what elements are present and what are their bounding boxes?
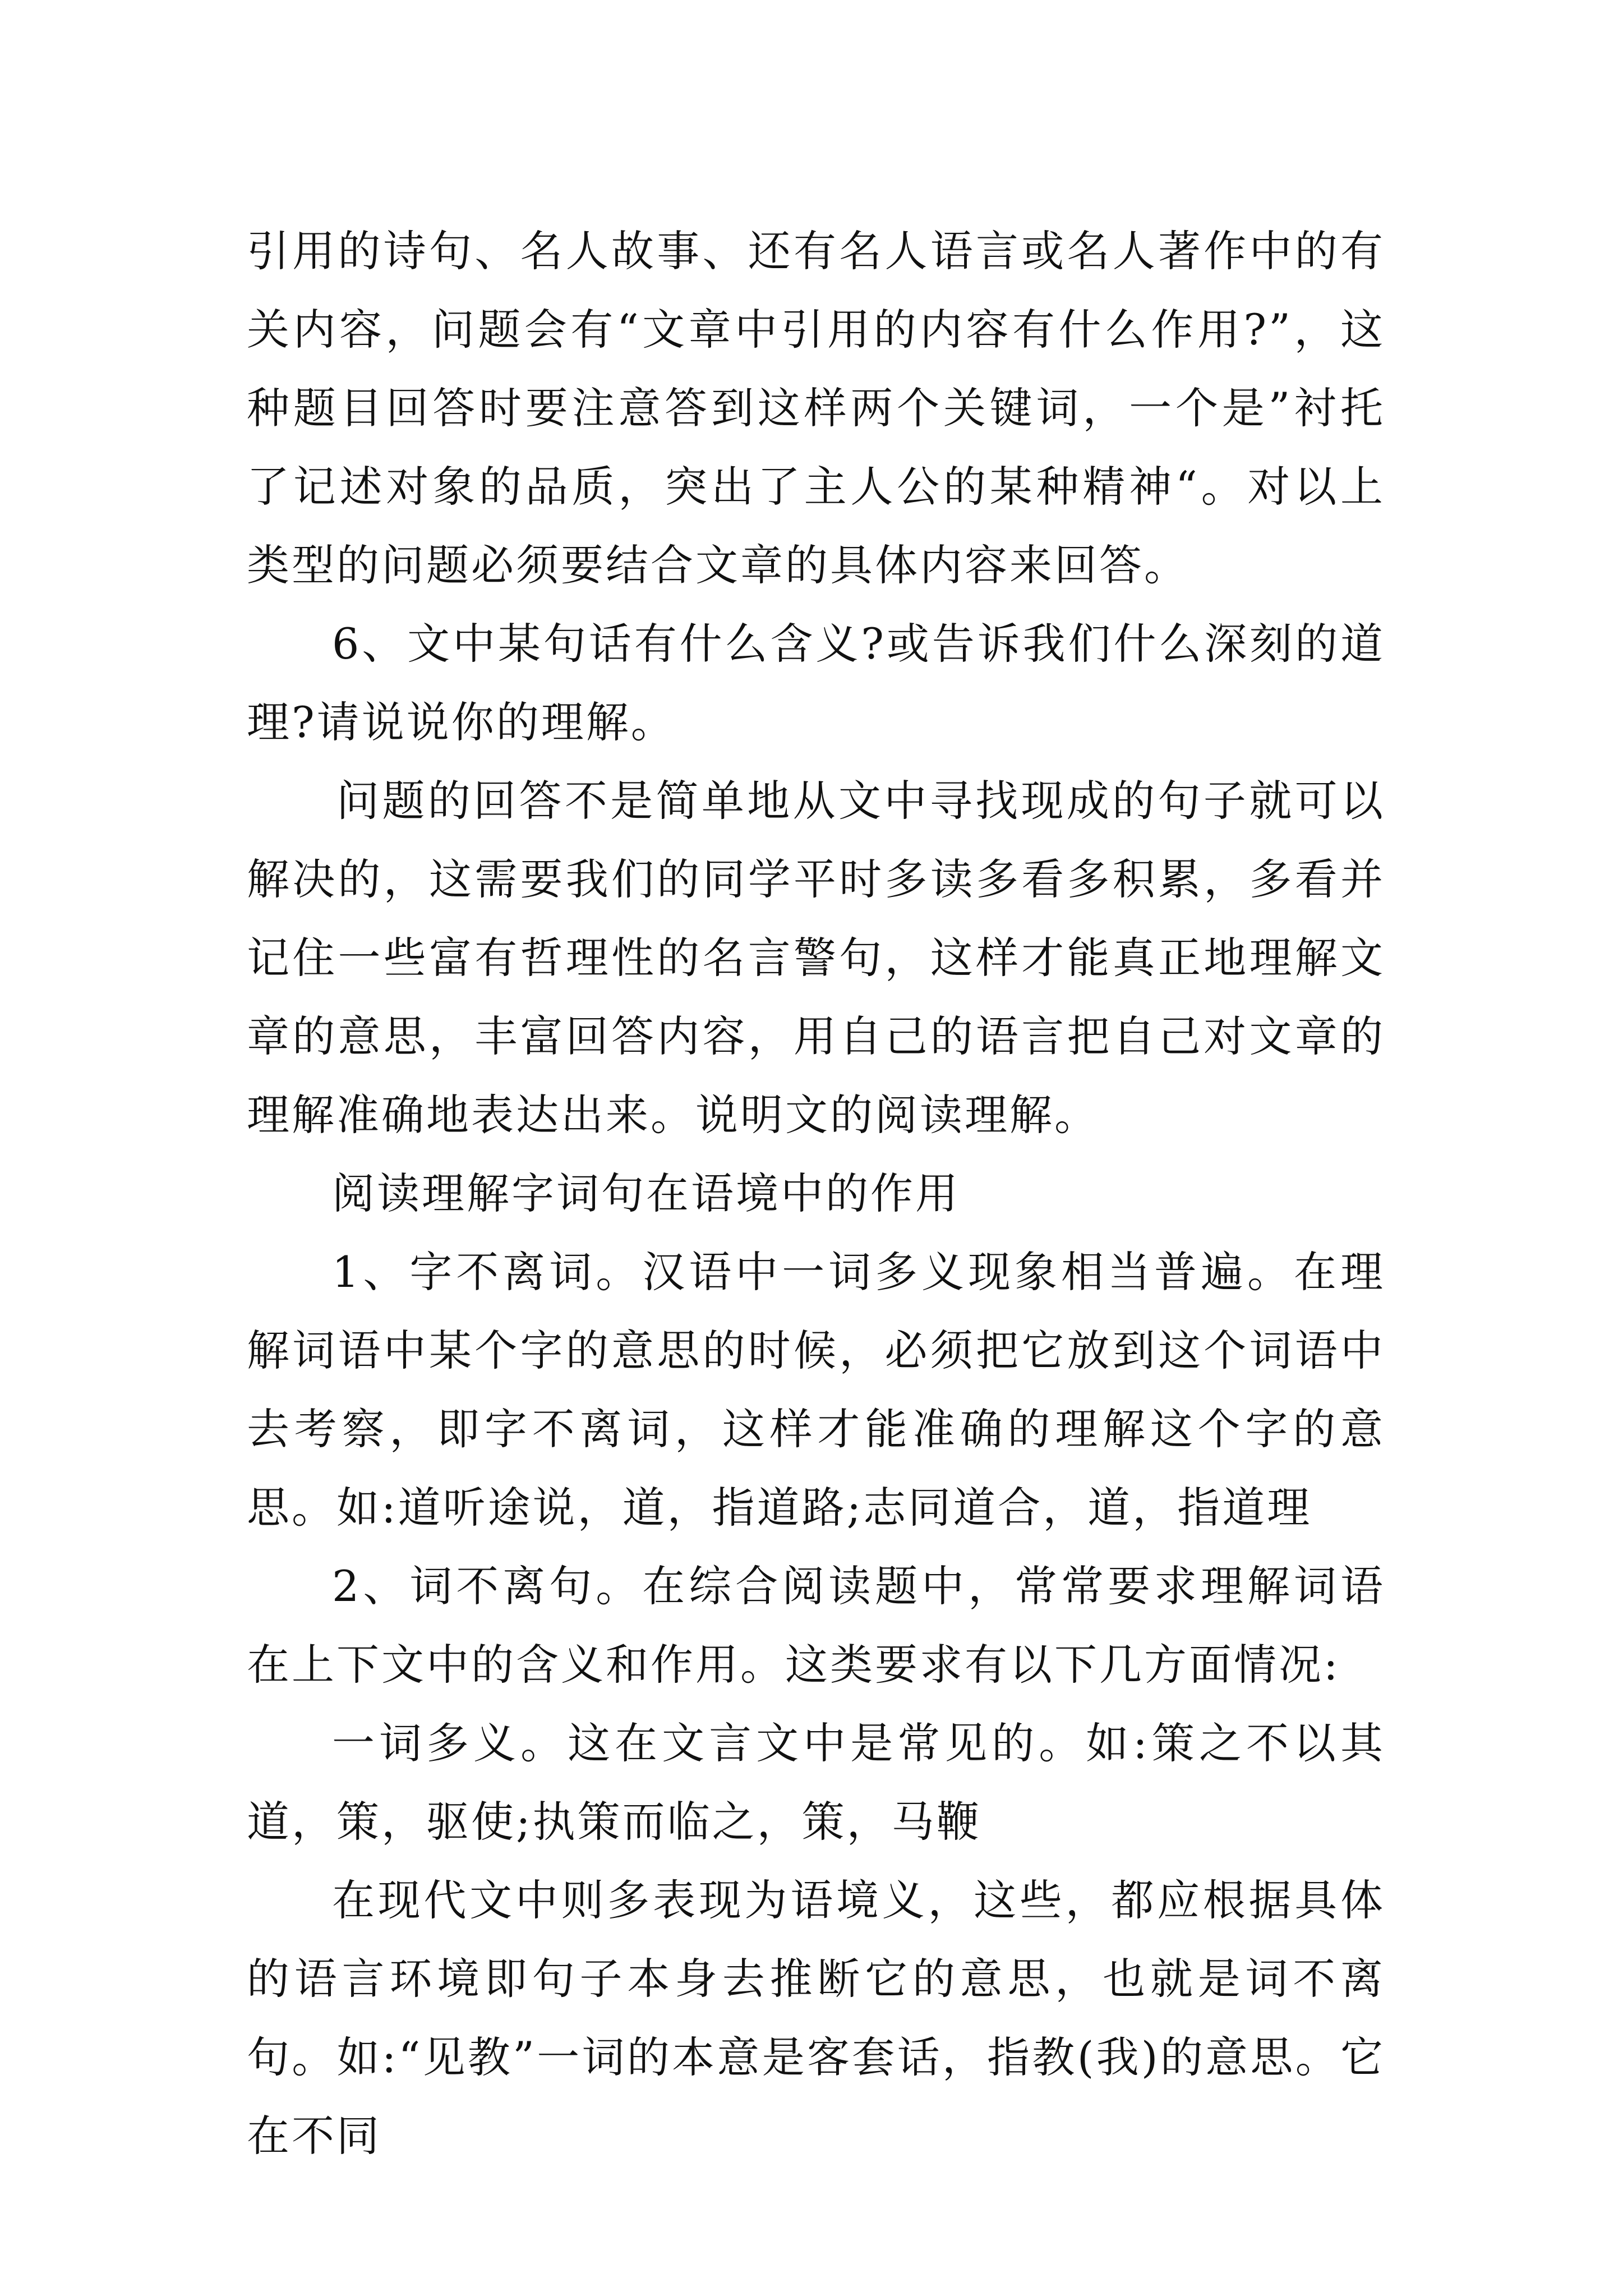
paragraph-quote-usage: 引用的诗句、名人故事、还有名人语言或名人著作中的有关内容，问题会有“文章中引用的内容有什么作用?”，这种题目回答时要注意答到这样两个关键词，一个是”衬托了记述对象的品质，突出了主人公的某种精神“。对以上类型的问题必须要结合文章的具体内容来回答。 xyxy=(247,226,1385,590)
paragraph-modern-context: 在现代文中则多表现为语境义，这些，都应根据具体的语言环境即句子本身去推断它的意思，也就是词不离句。如:“见教”一词的本意是客套话，指教(我)的意思。它在不同 xyxy=(247,1875,1385,2161)
paragraph-answer-guidance: 问题的回答不是简单地从文中寻找现成的句子就可以解决的，这需要我们的同学平时多读多看多积累，多看并记住一些富有哲理性的名言警句，这样才能真正地理解文章的意思，丰富回答内容，用自己的语言把自己对文章的理解准确地表达出来。说明文的阅读理解。 xyxy=(247,776,1385,1140)
paragraph-point-2: 2、词不离句。在综合阅读题中，常常要求理解词语在上下文中的含义和作用。这类要求有以下几方面情况: xyxy=(247,1561,1385,1690)
paragraph-polysemy: 一词多义。这在文言文中是常见的。如:策之不以其道，策，驱使;执策而临之，策，马鞭 xyxy=(247,1718,1385,1847)
section-heading: 阅读理解字词句在语境中的作用 xyxy=(332,1168,960,1218)
paragraph-question-6: 6、文中某句话有什么含义?或告诉我们什么深刻的道理?请说说你的理解。 xyxy=(247,619,1385,747)
paragraph-point-1: 1、字不离词。汉语中一词多义现象相当普遍。在理解词语中某个字的意思的时候，必须把它放到这个词语中去考察，即字不离词，这样才能准确的理解这个字的意思。如:道听途说，道，指道路;志同道合，道，指道理 xyxy=(247,1247,1385,1533)
document-body xyxy=(247,212,1385,2175)
